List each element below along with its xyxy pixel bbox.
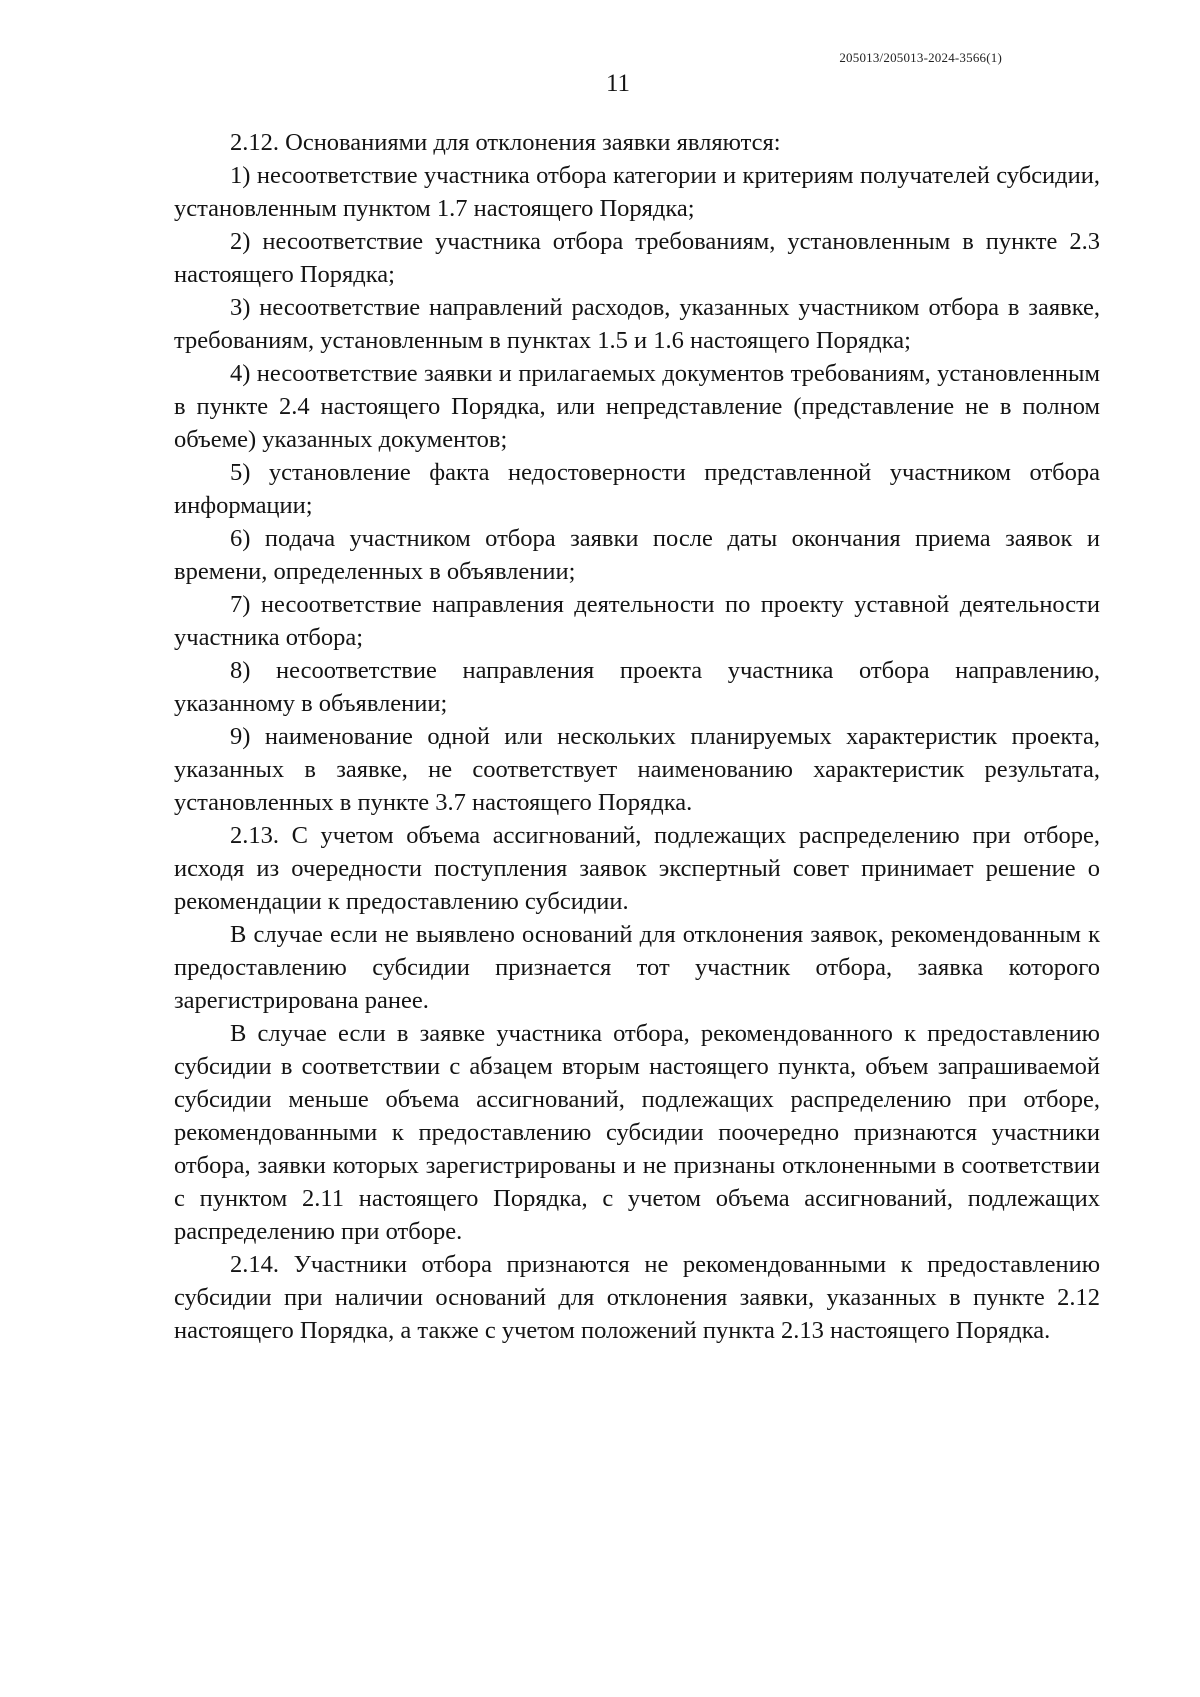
paragraph-2-12-heading: 2.12. Основаниями для отклонения заявки являются: bbox=[230, 129, 781, 156]
list-item-1: 1) несоответствие участника отбора категории и критериям получателей субсидии, установленным пунктом 1.7 настоящего Порядка; bbox=[174, 162, 1100, 222]
list-item-4: 4) несоответствие заявки и прилагаемых документов требованиям, установленным в пункте 2.4 настоящего Порядка, или непредставление (представление не в полном объеме) указанных документов; bbox=[174, 360, 1100, 453]
list-item-2: 2) несоответствие участника отбора требованиям, установленным в пункте 2.3 настоящего Порядка; bbox=[174, 228, 1100, 288]
list-item-8: 8) несоответствие направления проекта участника отбора направлению, указанному в объявлении; bbox=[174, 657, 1100, 717]
paragraph-2-13-third: В случае если в заявке участника отбора, рекомендованного к предоставлению субсидии в соответствии с абзацем вторым настоящего пункта, объем запрашиваемой субсидии меньше объема ассигнований, подлежащих распределению при отборе, рекомендованными к предоставлению субсидии поочередно признаются участники отбора, заявки которых зарегистрированы и не признаны отклоненными в соответствии с пунктом 2.11 настоящего Порядка, с учетом объема ассигнований, подлежащих распределению при отборе. bbox=[174, 1020, 1100, 1245]
page-number: 11 bbox=[605, 70, 631, 97]
document-body bbox=[174, 126, 1100, 1347]
document-id: 205013/205013-2024-3566(1) bbox=[839, 50, 1002, 65]
list-item-3: 3) несоответствие направлений расходов, указанных участником отбора в заявке, требованиям, установленным в пунктах 1.5 и 1.6 настоящего Порядка; bbox=[174, 294, 1100, 354]
list-item-6: 6) подача участником отбора заявки после даты окончания приема заявок и времени, определенных в объявлении; bbox=[174, 525, 1100, 585]
paragraph-2-14: 2.14. Участники отбора признаются не рекомендованными к предоставлению субсидии при наличии оснований для отклонения заявки, указанных в пункте 2.12 настоящего Порядка, а также с учетом положений пункта 2.13 настоящего Порядка. bbox=[174, 1251, 1100, 1344]
paragraph-2-13: 2.13. С учетом объема ассигнований, подлежащих распределению при отборе, исходя из очередности поступления заявок экспертный совет принимает решение о рекомендации к предоставлению субсидии. bbox=[174, 822, 1100, 915]
list-item-9: 9) наименование одной или нескольких планируемых характеристик проекта, указанных в заявке, не соответствует наименованию характеристик результата, установленных в пункте 3.7 настоящего Порядка. bbox=[174, 723, 1100, 816]
list-item-7: 7) несоответствие направления деятельности по проекту уставной деятельности участника отбора; bbox=[174, 591, 1100, 651]
paragraph-2-13-second: В случае если не выявлено оснований для отклонения заявок, рекомендованным к предоставлению субсидии признается тот участник отбора, заявка которого зарегистрирована ранее. bbox=[174, 921, 1100, 1014]
list-item-5: 5) установление факта недостоверности представленной участником отбора информации; bbox=[174, 459, 1100, 519]
